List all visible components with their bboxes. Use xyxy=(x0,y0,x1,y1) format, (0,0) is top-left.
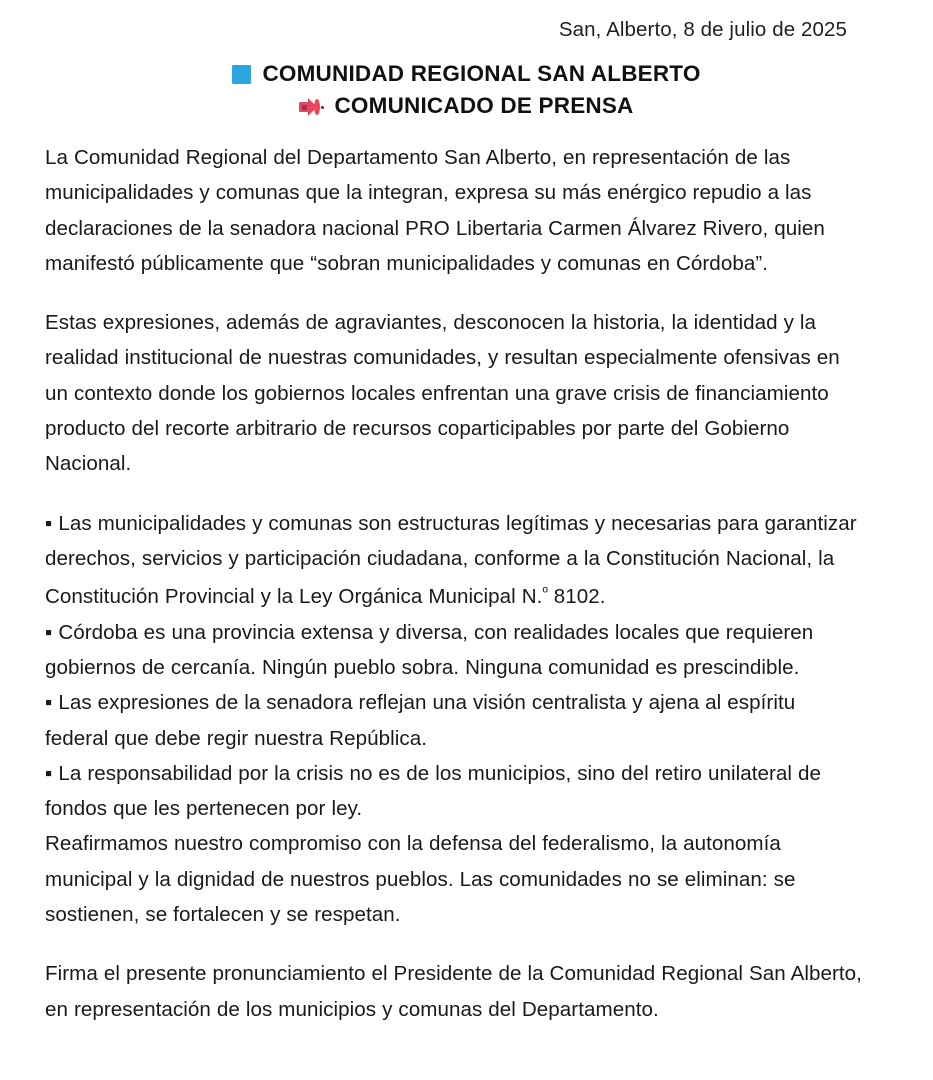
bullet-text: Las expresiones de la senadora reflejan una visión centralista y ajena al espíritu federal que debe regir nuestra República. xyxy=(45,691,796,750)
bullet-text: La responsabilidad por la crisis no es de los municipios, sino del retiro unilateral de fondos que les pertenecen por ley. xyxy=(45,761,822,821)
organization-title: COMUNIDAD REGIONAL SAN ALBERTO xyxy=(262,61,701,86)
bullet-item-responsabilidad xyxy=(45,756,863,827)
bullet-text: Las municipalidades y comunas son estructuras legítimas y necesarias para garantizar derechos, servicios y participación ciudadana, conforme a la Constitución Nacional, la Constitución Provincial y la Ley Orgánica Municipal N. xyxy=(45,511,857,609)
bullet-item-centralismo xyxy=(45,685,863,756)
paragraph-compromiso: Reafirmamos nuestro compromiso con la defensa del federalismo, la autonomía municipal y la dignidad de nuestros pueblos. Las comunidades no se eliminan: se sostienen, se fortalecen y se respetan. xyxy=(45,832,796,926)
bullet-item-cordoba xyxy=(45,615,863,686)
dateline: San, Alberto, 8 de julio de 2025 xyxy=(558,18,847,41)
headline-row-organization xyxy=(0,61,933,87)
paragraph-repudio: La Comunidad Regional del Departamento San Alberto, en representación de las municipalidades y comunas que la integran, expresa su más enérgico repudio a las declaraciones de la senadora nacional PRO Libertaria Carmen Álvarez Rivero, quien manifestó públicamente que “sobran municipalidades y comunas en Córdoba”. xyxy=(45,146,825,275)
bullet-marker: ▪ xyxy=(45,620,53,644)
paragraph-expresiones: Estas expresiones, además de agraviantes, desconocen la historia, la identidad y la realidad institucional de nuestras comunidades, y resultan especialmente ofensivas en un contexto donde los gobiernos locales enfrentan una grave crisis de financiamiento producto del recorte arbitrario de recursos coparticipables por parte del Gobierno Nacional. xyxy=(45,311,840,476)
blue-square-icon xyxy=(232,65,251,84)
paragraph-firma: Firma el presente pronunciamiento el Presidente de la Comunidad Regional San Alberto, en representación de los municipios y comunas del Departamento. xyxy=(45,962,862,1021)
bullet-marker: ▪ xyxy=(45,761,53,785)
bullet-marker: ▪ xyxy=(45,691,53,715)
document-type-title: COMUNICADO DE PRENSA xyxy=(334,93,634,118)
bullet-item-legitimidad xyxy=(45,506,863,615)
bullet-marker: ▪ xyxy=(45,511,53,535)
megaphone-icon xyxy=(299,98,323,116)
headline-block xyxy=(0,61,933,119)
bullet-text: Córdoba es una provincia extensa y diversa, con realidades locales que requieren gobiernos de cercanía. Ningún pueblo sobra. Ninguna comunidad es prescindible. xyxy=(45,620,814,679)
bullet-list xyxy=(45,506,863,827)
headline-row-subtitle xyxy=(0,93,933,119)
bullet-text-tail: 8102. xyxy=(547,585,606,609)
ordinal-indicator: º xyxy=(542,585,548,602)
document-body xyxy=(0,140,933,1027)
